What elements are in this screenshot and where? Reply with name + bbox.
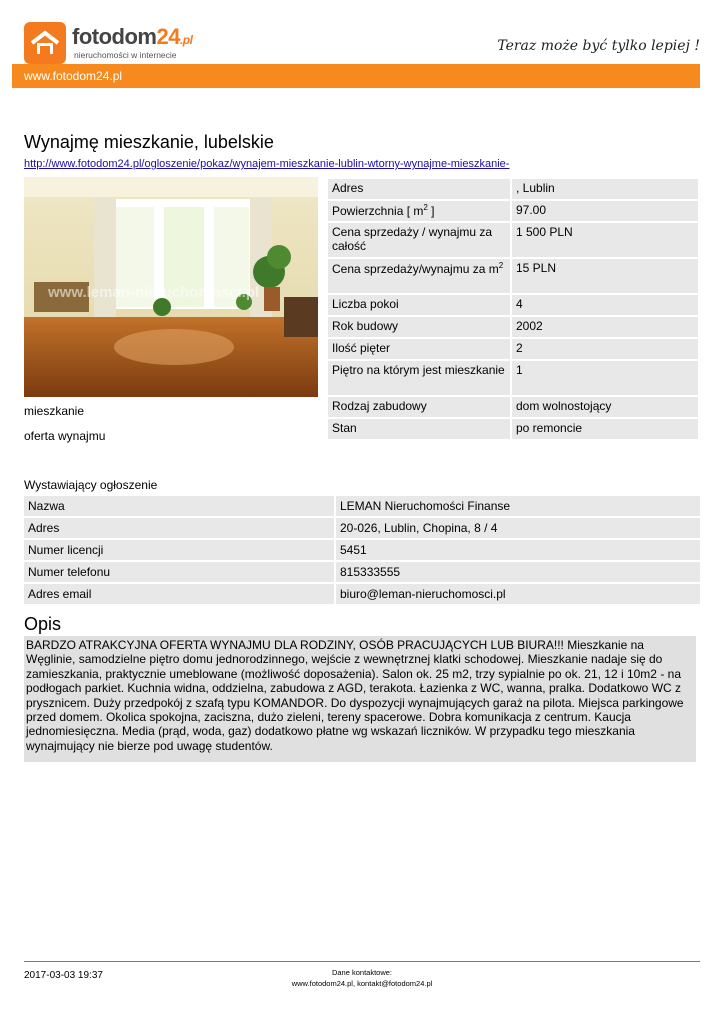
row-key: Rok budowy <box>328 317 510 337</box>
logo-tagline: nieruchomości w internecie <box>74 50 177 60</box>
table-row <box>328 259 698 293</box>
table-row <box>328 295 698 315</box>
table-row <box>328 179 698 199</box>
row-key: Adres <box>328 179 510 199</box>
offer-type: oferta wynajmu <box>24 429 106 443</box>
row-value: 1 <box>512 361 698 395</box>
row-key: Nazwa <box>24 496 334 516</box>
description-heading: Opis <box>24 614 62 634</box>
contact-label: Dane kontaktowe: <box>331 968 393 977</box>
contact-text: www.fotodom24.pl, kontakt@fotodom24.pl <box>291 979 433 988</box>
table-row <box>328 419 698 439</box>
row-value: 97.00 <box>512 201 698 221</box>
description-text: BARDZO ATRAKCYJNA OFERTA WYNAJMU DLA RODZINY, OSÓB PRACUJĄCYCH LUB BIURA!!! Mieszkanie na Węglinie, samodzielne piętro domu jednorodzinnego, wejście z wewnętrznej klatki schodowej. Mieszkanie nadaje się do zamieszkania, praktycznie umeblowane (możliwość doposażenia). Salon ok. 25 m2, trzy sypialnie po ok. 21, 12 i 10m2 - na podłogach parkiet. Kuchnia widna, oddzielna, zabudowa z AGD, terakota. Łazienka z WC, wanna, pralka. Dodatkowo WC z prysznicem. Duży przedpokój z szafą typu KOMANDOR. Do dyspozycji wynajmujących garaż na pilota. Miejsca parkingowe przed domem. Okolica spokojna, zaciszna, dużo zieleni, tereny spacerowe. Dobra komunikacja z centrum. Kaucja jednomiesięczna. Media (prąd, woda, gaz) dodatkowo płatne wg wskazań liczników. W przypadku tego mieszkania wynajmujący nie bierze pod uwagę studentów. <box>24 636 696 762</box>
table-row <box>328 361 698 395</box>
listing-title: Wynajmę mieszkanie, lubelskie <box>24 132 274 152</box>
row-value: biuro@leman-nieruchomosci.pl <box>336 584 700 604</box>
table-row <box>24 584 700 604</box>
row-key: Ilość pięter <box>328 339 510 359</box>
table-row <box>24 518 700 538</box>
row-value: 20-026, Lublin, Chopina, 8 / 4 <box>336 518 700 538</box>
house-logo-icon <box>24 22 66 64</box>
row-key: Adres <box>24 518 334 538</box>
table-row <box>328 201 698 221</box>
row-value: 815333555 <box>336 562 700 582</box>
listing-link[interactable]: http://www.fotodom24.pl/ogloszenie/pokaz/wynajem-mieszkanie-lublin-wtorny-wynajme-mieszkanie- <box>24 158 510 170</box>
row-value: po remoncie <box>512 419 698 439</box>
footer-contact <box>0 967 724 989</box>
photo-watermark: www.leman-nieruchomosci.pl <box>48 284 260 301</box>
row-key: Piętro na którym jest mieszkanie <box>328 361 510 395</box>
footer-divider <box>24 961 700 962</box>
table-row <box>328 223 698 257</box>
row-key: Stan <box>328 419 510 439</box>
row-key: Numer licencji <box>24 540 334 560</box>
row-key: Adres email <box>24 584 334 604</box>
row-key: Rodzaj zabudowy <box>328 397 510 417</box>
logo-text: fotodom24.pl <box>72 24 193 49</box>
table-row <box>328 317 698 337</box>
row-value: LEMAN Nieruchomości Finanse <box>336 496 700 516</box>
row-value: dom wolnostojący <box>512 397 698 417</box>
row-value: 5451 <box>336 540 700 560</box>
slogan: Teraz może być tylko lepiej ! <box>497 38 700 54</box>
table-row <box>328 339 698 359</box>
row-key: Powierzchnia [ $m^2$ ] <box>328 201 510 221</box>
row-value: 15 PLN <box>512 259 698 293</box>
row-value: 1 500 PLN <box>512 223 698 257</box>
row-key: Liczba pokoi <box>328 295 510 315</box>
property-details-table <box>326 177 700 441</box>
apartment-photo <box>24 177 318 397</box>
table-row <box>24 496 700 516</box>
row-key: Numer telefonu <box>24 562 334 582</box>
site-url[interactable]: www.fotodom24.pl <box>24 69 123 83</box>
row-value: , Lublin <box>512 179 698 199</box>
table-row <box>24 540 700 560</box>
agent-section-label: Wystawiający ogłoszenie <box>24 478 158 492</box>
row-key: Cena sprzedaży / wynajmu za całość <box>328 223 510 257</box>
row-value: 4 <box>512 295 698 315</box>
property-type: mieszkanie <box>24 404 85 418</box>
table-row <box>24 562 700 582</box>
row-key: Cena sprzedaży/wynajmu za $m^2$ <box>328 259 510 293</box>
footer-date: 2017-03-03 19:37 <box>24 970 103 981</box>
table-row <box>328 397 698 417</box>
agent-details-table <box>22 494 702 606</box>
row-value: 2002 <box>512 317 698 337</box>
row-value: 2 <box>512 339 698 359</box>
logo[interactable] <box>24 22 204 66</box>
header-bar <box>12 64 700 88</box>
